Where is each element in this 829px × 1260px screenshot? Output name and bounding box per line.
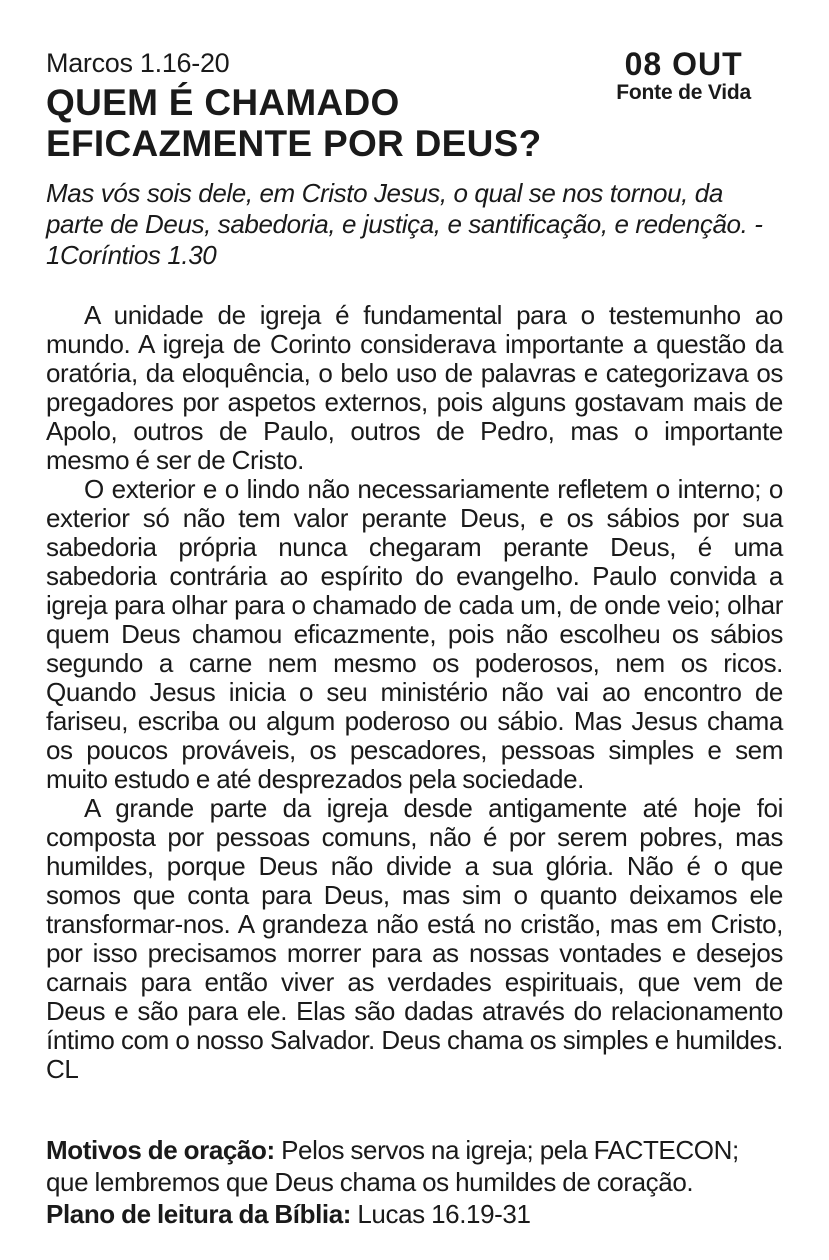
reading-plan-text: Lucas 16.19-31 (357, 1199, 531, 1229)
header-left (46, 48, 542, 164)
paragraph-1: A unidade de igreja é fundamental para o testemunho ao mundo. A igreja de Corinto considerava importante a questão da oratória, da eloquência, o belo uso de palavras e categorizava os pregadores por aspetos externos, pois alguns gostavam mais de Apolo, outros de Paulo, outros de Pedro, mas o importante mesmo é ser de Cristo. (46, 300, 783, 475)
prayer-motives-label: Motivos de oração: (46, 1135, 275, 1165)
title-line-2: EFICAZMENTE POR DEUS? (46, 123, 542, 164)
page-title (46, 82, 542, 164)
title-line-1: QUEM É CHAMADO (46, 82, 400, 123)
article-body (46, 301, 783, 1084)
verse-text: Mas vós sois dele, em Cristo Jesus, o qual se nos tornou, da parte de Deus, sabedoria, e justiça, e santificação, e redenção. - 1Coríntios 1.30 (46, 178, 763, 270)
paragraph-2: O exterior e o lindo não necessariamente refletem o interno; o exterior só não tem valor perante Deus, e os sábios por sua sabedoria própria nunca chegaram perante Deus, é uma sabedoria contrária ao espírito do evangelho. Paulo convida a igreja para olhar para o chamado de cada um, de onde veio; olhar quem Deus chamou eficazmente, pois não escolheu os sábios segundo a carne nem mesmo os poderosos, nem os ricos. Quando Jesus inicia o seu ministério não vai ao encontro de fariseu, escriba ou algum poderoso ou sábio. Mas Jesus chama os poucos prováveis, os pescadores, pessoas simples e sem muito estudo e até desprezados pela sociedade. (46, 474, 783, 794)
reading-plan-label: Plano de leitura da Bíblia: (46, 1199, 352, 1229)
prayer-motives (46, 1134, 783, 1198)
prayer-motives-text: Pelos servos na igreja; pela FACTECON; que lembremos que Deus chama os humildes de coração. (46, 1135, 739, 1197)
paragraph-3: A grande parte da igreja desde antigamente até hoje foi composta por pessoas comuns, não é por serem pobres, mas humildes, porque Deus não divide a sua glória. Não é o que somos que conta para Deus, mas sim o quanto deixamos ele transformar-nos. A grandeza não está no cristão, mas em Cristo, por isso precisamos morrer para as nossas vontades e desejos carnais para então viver as verdades espirituais, que vem de Deus e são para ele. Elas são dadas através do relacionamento íntimo com o nosso Salvador. Deus chama os simples e humildes. CL (46, 793, 783, 1084)
page-header (46, 48, 783, 164)
date-block (616, 48, 751, 105)
reading-plan (46, 1198, 783, 1230)
page-footer (46, 1134, 783, 1230)
date-label: 08 OUT (624, 46, 743, 82)
scripture-reference: Marcos 1.16-20 (46, 48, 230, 78)
publication-name: Fonte de Vida (616, 81, 751, 104)
